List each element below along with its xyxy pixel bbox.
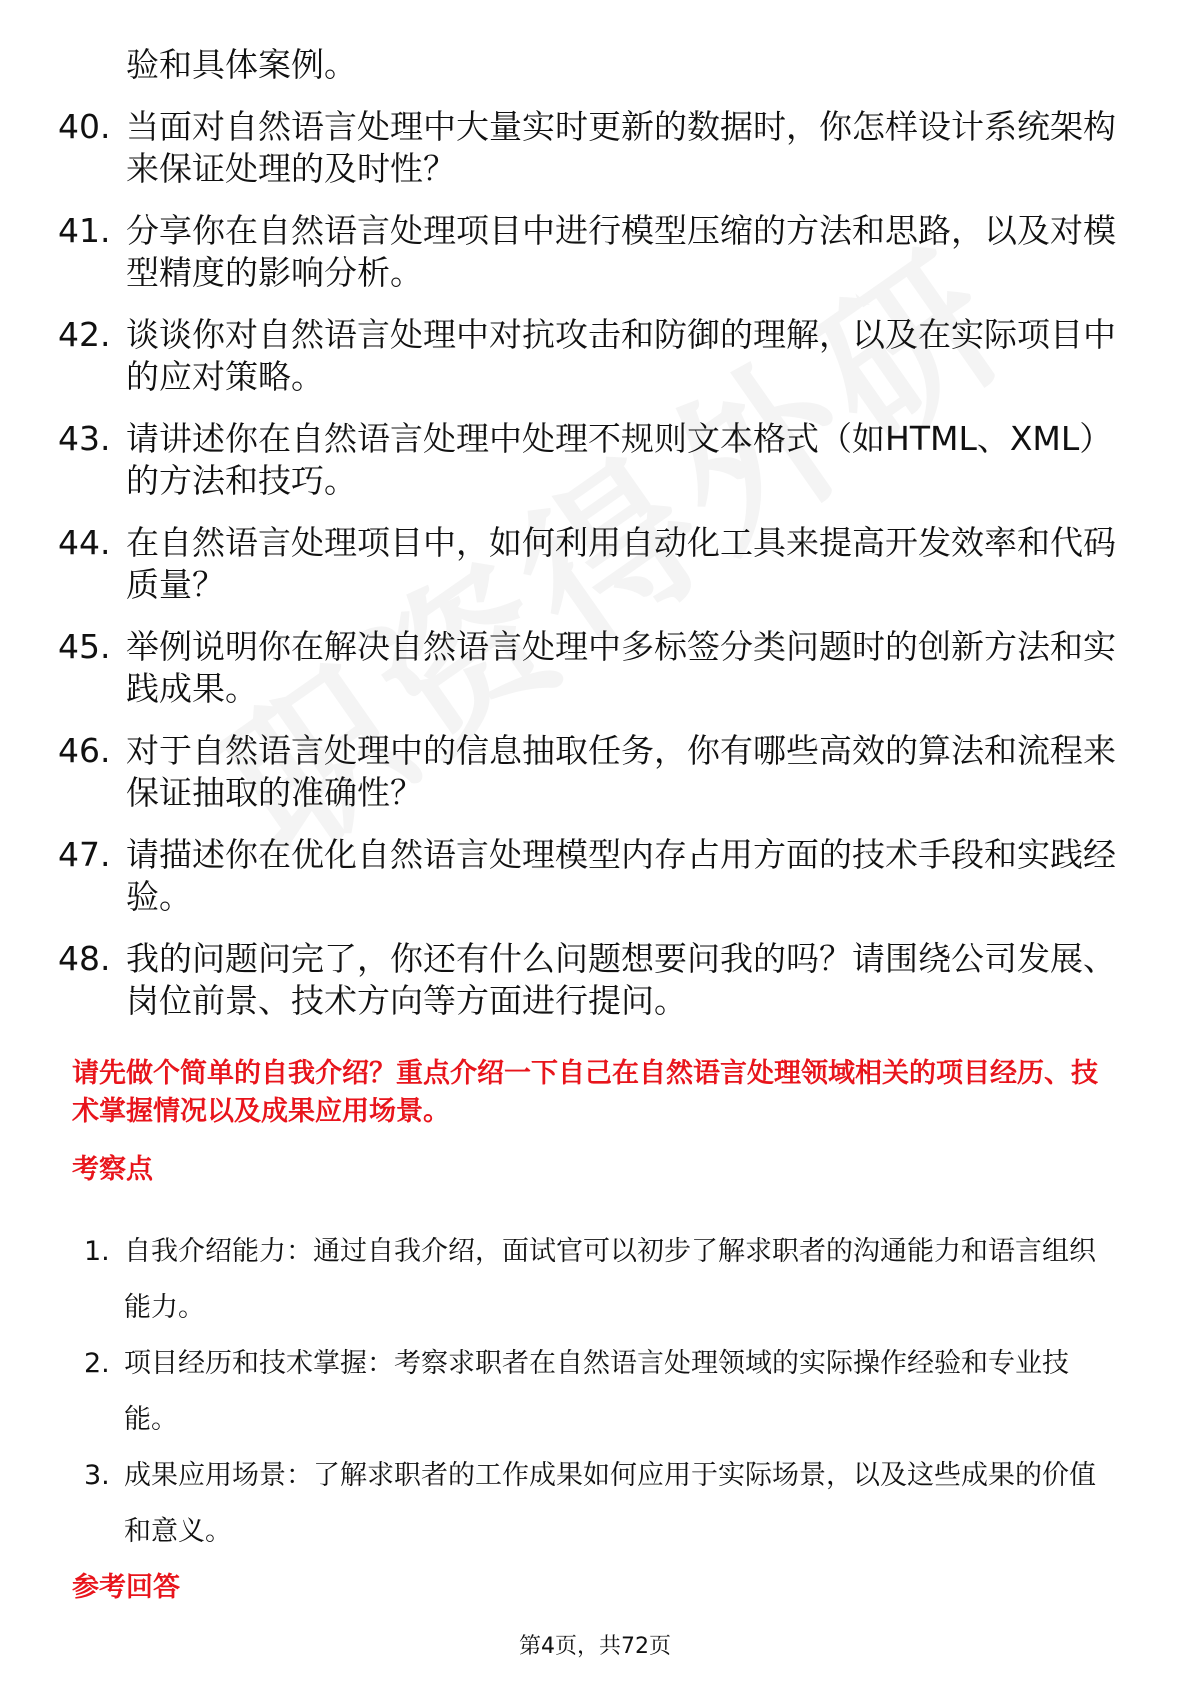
question-number: 48. bbox=[58, 939, 111, 978]
question-text: 我的问题问完了，你还有什么问题想要问我的吗？请围绕公司发展、岗位前景、技术方向等方面进行提问。 bbox=[126, 939, 1116, 1020]
question-text: 谈谈你对自然语言处理中对抗攻击和防御的理解，以及在实际项目中的应对策略。 bbox=[126, 315, 1116, 396]
question-number: 42. bbox=[58, 315, 111, 354]
kaochadian-text: 成果应用场景：了解求职者的工作成果如何应用于实际场景，以及这些成果的价值和意义。 bbox=[124, 1460, 1096, 1547]
question-text: 请讲述你在自然语言处理中处理不规则文本格式（如HTML、XML）的方法和技巧。 bbox=[126, 419, 1113, 500]
question-item bbox=[58, 418, 1118, 502]
question-text: 在自然语言处理项目中，如何利用自动化工具来提高开发效率和代码质量？ bbox=[126, 523, 1116, 604]
kaochadian-item bbox=[84, 1224, 1114, 1336]
question-item bbox=[58, 730, 1118, 814]
reference-answer-heading: 参考回答 bbox=[72, 1572, 180, 1603]
question-item bbox=[58, 106, 1118, 190]
question-item bbox=[58, 626, 1118, 710]
question-item bbox=[58, 314, 1118, 398]
kaochadian-item bbox=[84, 1336, 1114, 1448]
question-item bbox=[58, 210, 1118, 294]
question-number: 47. bbox=[58, 835, 111, 874]
kaochadian-number: 2. bbox=[84, 1348, 110, 1379]
question-item bbox=[58, 522, 1118, 606]
highlighted-question: 请先做个简单的自我介绍？重点介绍一下自己在自然语言处理领域相关的项目经历、技术掌握情况以及成果应用场景。 bbox=[72, 1058, 1098, 1127]
question-item bbox=[58, 938, 1118, 1022]
question-number: 46. bbox=[58, 731, 111, 770]
question-number: 40. bbox=[58, 107, 111, 146]
kaochadian-heading: 考察点 bbox=[72, 1154, 153, 1185]
kaochadian-number: 3. bbox=[84, 1460, 110, 1491]
question-number: 45. bbox=[58, 627, 111, 666]
question-item bbox=[58, 834, 1118, 918]
kaochadian-text: 项目经历和技术掌握：考察求职者在自然语言处理领域的实际操作经验和专业技能。 bbox=[124, 1348, 1069, 1435]
question-text: 对于自然语言处理中的信息抽取任务，你有哪些高效的算法和流程来保证抽取的准确性？ bbox=[126, 731, 1116, 812]
question-text: 分享你在自然语言处理项目中进行模型压缩的方法和思路，以及对模型精度的影响分析。 bbox=[126, 211, 1116, 292]
kaochadian-number: 1. bbox=[84, 1236, 110, 1267]
question-number: 44. bbox=[58, 523, 111, 562]
kaochadian-list bbox=[84, 1224, 1114, 1560]
page-footer: 第4页，共72页 bbox=[519, 1634, 671, 1659]
question-continuation: 验和具体案例。 bbox=[126, 45, 357, 84]
question-text: 当面对自然语言处理中大量实时更新的数据时，你怎样设计系统架构来保证处理的及时性？ bbox=[126, 107, 1116, 188]
question-number: 41. bbox=[58, 211, 111, 250]
question-text: 请描述你在优化自然语言处理模型内存占用方面的技术手段和实践经验。 bbox=[126, 835, 1116, 916]
question-text: 举例说明你在解决自然语言处理中多标签分类问题时的创新方法和实践成果。 bbox=[126, 627, 1116, 708]
question-list bbox=[58, 44, 1118, 1042]
kaochadian-item bbox=[84, 1448, 1114, 1560]
kaochadian-text: 自我介绍能力：通过自我介绍，面试官可以初步了解求职者的沟通能力和语言组织能力。 bbox=[124, 1236, 1096, 1323]
question-number: 43. bbox=[58, 419, 111, 458]
